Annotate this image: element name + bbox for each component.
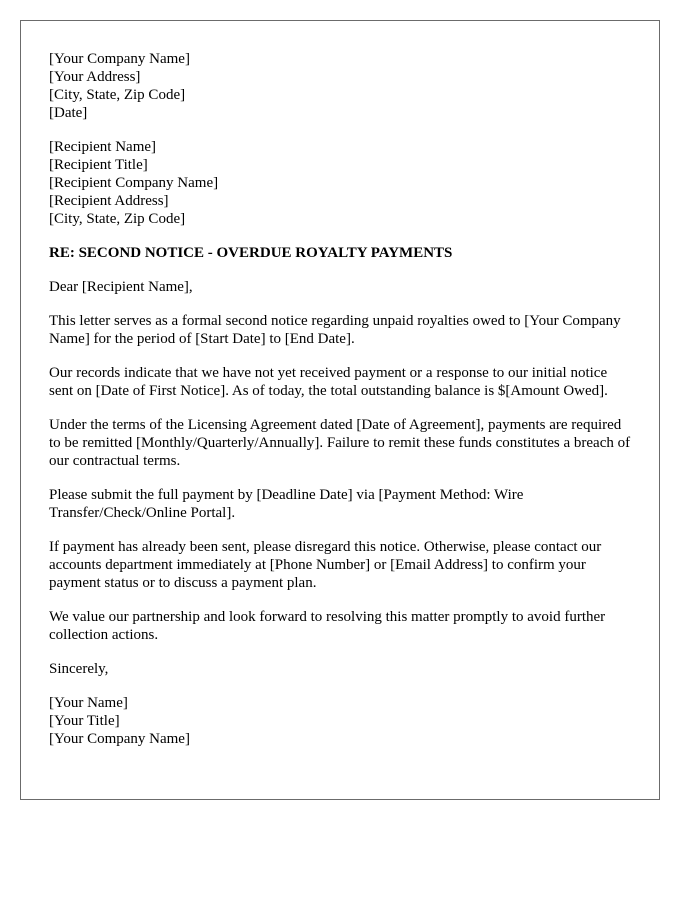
- letter-page: [20, 20, 660, 800]
- closing: Sincerely,: [49, 661, 109, 677]
- subject-line: RE: SECOND NOTICE - OVERDUE ROYALTY PAYMENTS: [49, 245, 453, 261]
- body-paragraph-5: If payment has already been sent, please disregard this notice. Otherwise, please contact our accounts department immediately at [Phone Number] or [Email Address] to confirm your payment status or to discuss a payment plan.: [49, 539, 602, 591]
- signature-block: [49, 694, 631, 748]
- recipient-city-state-zip: [City, State, Zip Code]: [49, 211, 186, 227]
- salutation: Dear [Recipient Name],: [49, 279, 193, 295]
- recipient-address: [Recipient Address]: [49, 193, 169, 209]
- sender-company: [Your Company Name]: [49, 51, 190, 67]
- signature-company: [Your Company Name]: [49, 731, 190, 747]
- letter-date: [Date]: [49, 105, 88, 121]
- signature-title: [Your Title]: [49, 713, 120, 729]
- recipient-name: [Recipient Name]: [49, 139, 157, 155]
- body-paragraph-6: We value our partnership and look forward to resolving this matter promptly to avoid further collection actions.: [49, 609, 606, 643]
- body-paragraph-2: Our records indicate that we have not yet received payment or a response to our initial notice sent on [Date of First Notice]. As of today, the total outstanding balance is $[Amount Owed].: [49, 365, 608, 399]
- signature-name: [Your Name]: [49, 695, 128, 711]
- recipient-title: [Recipient Title]: [49, 157, 148, 173]
- body-paragraph-3: Under the terms of the Licensing Agreement dated [Date of Agreement], payments are required to be remitted [Monthly/Quarterly/Annually]. Failure to remit these funds constitutes a breach of our contractual terms.: [49, 417, 631, 469]
- sender-city-state-zip: [City, State, Zip Code]: [49, 87, 186, 103]
- recipient-company: [Recipient Company Name]: [49, 175, 219, 191]
- body-paragraph-4: Please submit the full payment by [Deadline Date] via [Payment Method: Wire Transfer/Check/Online Portal].: [49, 487, 524, 521]
- body-paragraph-1: This letter serves as a formal second notice regarding unpaid royalties owed to [Your Company Name] for the period of [Start Date] to [End Date].: [49, 313, 621, 347]
- sender-address: [Your Address]: [49, 69, 141, 85]
- recipient-block: [49, 138, 631, 228]
- sender-block: [49, 50, 631, 122]
